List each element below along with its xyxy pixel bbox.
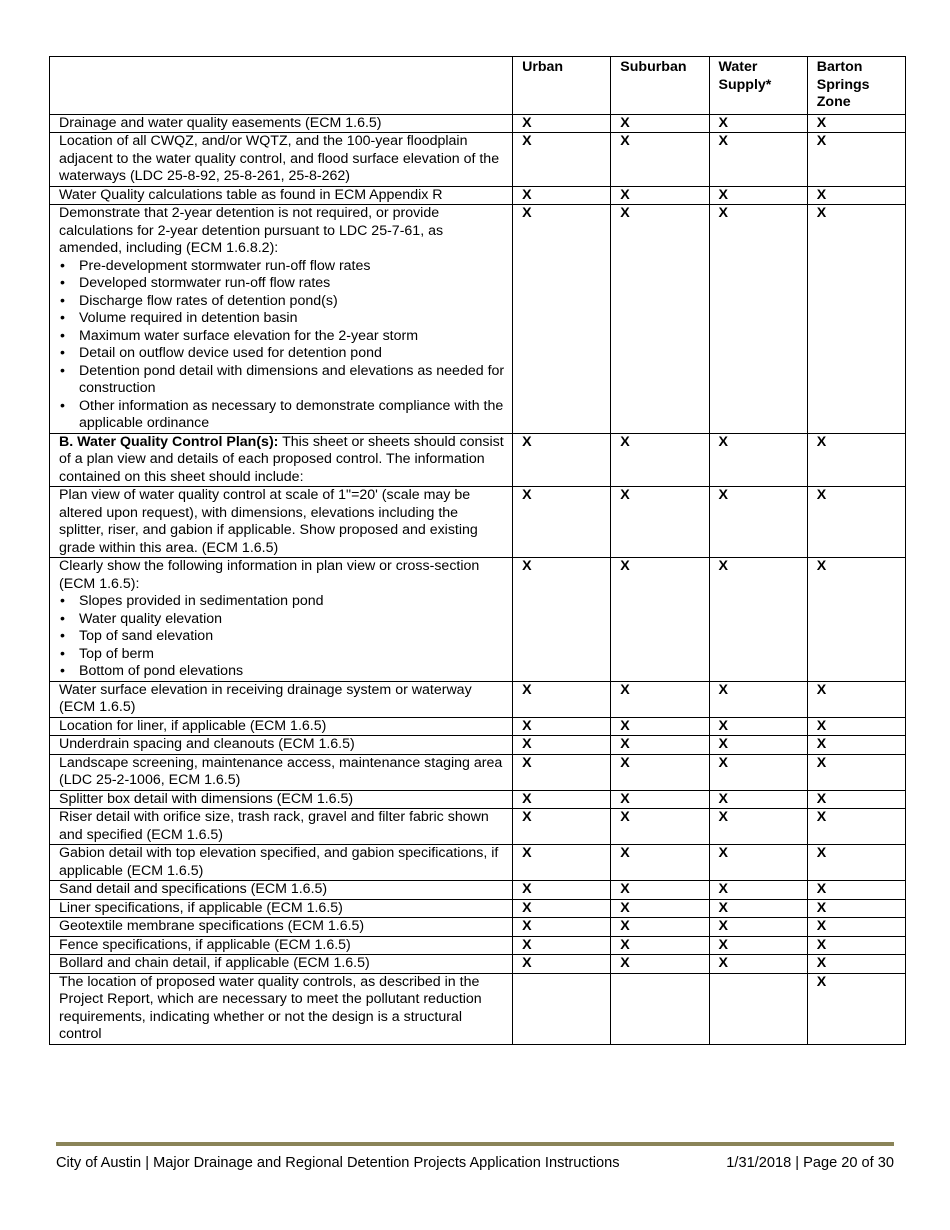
table-header	[50, 57, 906, 115]
table-row	[50, 973, 906, 1044]
mark-suburban: X	[611, 809, 709, 845]
table-row	[50, 754, 906, 790]
mark-barton-springs-zone: X	[807, 881, 905, 900]
table-row	[50, 881, 906, 900]
mark-barton-springs-zone: X	[807, 754, 905, 790]
bullet-text: Maximum water surface elevation for the 2-year storm	[79, 327, 419, 344]
bullet-item	[60, 362, 506, 398]
row-description	[50, 790, 513, 809]
bullet-icon: •	[60, 327, 65, 344]
mark-water-supply	[709, 973, 807, 1044]
mark-water-supply: X	[709, 433, 807, 487]
bullet-text: Discharge flow rates of detention pond(s)	[79, 292, 338, 309]
row-description	[50, 133, 513, 187]
row-text: Water Quality calculations table as found in ECM Appendix R	[59, 186, 443, 203]
row-text: Liner specifications, if applicable (ECM 1.6.5)	[59, 899, 343, 916]
bullet-icon: •	[60, 397, 65, 414]
requirements-table	[49, 56, 906, 1045]
bullet-icon: •	[60, 257, 65, 274]
bullet-text: Detention pond detail with dimensions and elevations as needed for construction	[79, 362, 505, 396]
row-text: Drainage and water quality easements (ECM 1.6.5)	[59, 114, 382, 131]
mark-suburban: X	[611, 133, 709, 187]
row-description	[50, 809, 513, 845]
row-description	[50, 754, 513, 790]
mark-suburban: X	[611, 754, 709, 790]
bullet-text: Developed stormwater run-off flow rates	[79, 275, 331, 291]
mark-barton-springs-zone: X	[807, 736, 905, 755]
bullet-icon: •	[60, 345, 65, 361]
bullet-item	[60, 310, 506, 328]
mark-suburban: X	[611, 936, 709, 955]
mark-urban: X	[513, 955, 611, 974]
bullet-icon: •	[60, 292, 65, 309]
mark-water-supply: X	[709, 754, 807, 790]
table-body	[50, 114, 906, 1044]
row-text: The location of proposed water quality controls, as described in the Project Report, which are necessary to meet the pollutant reduction requirements, indicating whether or not the design is a structural control	[59, 973, 482, 1042]
row-description	[50, 845, 513, 881]
table-row	[50, 790, 906, 809]
page-footer	[56, 1155, 894, 1171]
header-description	[50, 57, 513, 115]
bullet-list	[59, 258, 506, 433]
row-description	[50, 973, 513, 1044]
table-row	[50, 133, 906, 187]
bullet-icon: •	[60, 645, 65, 662]
row-description	[50, 186, 513, 205]
row-description	[50, 955, 513, 974]
row-text: This sheet or sheets should consist of a plan view and details of each proposed control. The information contained on this sheet should include:	[59, 433, 504, 485]
bullet-text: Detail on outflow device used for detention pond	[79, 345, 382, 361]
table-row	[50, 717, 906, 736]
section-heading: B. Water Quality Control Plan(s):	[59, 433, 279, 450]
mark-urban: X	[513, 681, 611, 717]
bullet-icon: •	[60, 275, 65, 291]
table-row	[50, 918, 906, 937]
mark-suburban: X	[611, 736, 709, 755]
mark-suburban: X	[611, 205, 709, 434]
mark-barton-springs-zone: X	[807, 186, 905, 205]
mark-suburban: X	[611, 899, 709, 918]
bullet-item	[60, 345, 506, 363]
bullet-item	[60, 275, 506, 293]
bullet-icon: •	[60, 610, 65, 627]
mark-suburban: X	[611, 790, 709, 809]
mark-barton-springs-zone: X	[807, 809, 905, 845]
mark-water-supply: X	[709, 487, 807, 558]
bullet-icon: •	[60, 628, 65, 644]
mark-suburban: X	[611, 114, 709, 133]
mark-water-supply: X	[709, 955, 807, 974]
mark-barton-springs-zone: X	[807, 717, 905, 736]
mark-suburban: X	[611, 717, 709, 736]
mark-urban: X	[513, 558, 611, 682]
mark-suburban: X	[611, 433, 709, 487]
mark-barton-springs-zone: X	[807, 205, 905, 434]
bullet-icon: •	[60, 663, 65, 679]
mark-barton-springs-zone: X	[807, 558, 905, 682]
row-description	[50, 936, 513, 955]
bullet-text: Other information as necessary to demonstrate compliance with the applicable ordinance	[79, 397, 504, 431]
header-water-supply: Water Supply*	[709, 57, 807, 115]
table-row	[50, 487, 906, 558]
mark-urban: X	[513, 133, 611, 187]
bullet-list	[59, 593, 506, 681]
mark-urban: X	[513, 186, 611, 205]
table-row	[50, 186, 906, 205]
table-row	[50, 955, 906, 974]
table-row	[50, 736, 906, 755]
mark-water-supply: X	[709, 899, 807, 918]
row-text: Underdrain spacing and cleanouts (ECM 1.6.5)	[59, 736, 355, 752]
mark-urban: X	[513, 881, 611, 900]
row-text: Splitter box detail with dimensions (ECM 1.6.5)	[59, 790, 354, 807]
mark-urban: X	[513, 918, 611, 937]
bullet-text: Top of berm	[79, 645, 154, 662]
row-description	[50, 205, 513, 434]
table-row	[50, 845, 906, 881]
mark-water-supply: X	[709, 918, 807, 937]
mark-water-supply: X	[709, 186, 807, 205]
mark-water-supply: X	[709, 558, 807, 682]
row-text: Geotextile membrane specifications (ECM 1.6.5)	[59, 918, 365, 934]
mark-urban: X	[513, 790, 611, 809]
row-description	[50, 681, 513, 717]
mark-suburban: X	[611, 881, 709, 900]
mark-water-supply: X	[709, 681, 807, 717]
bullet-item	[60, 628, 506, 646]
row-description	[50, 487, 513, 558]
mark-barton-springs-zone: X	[807, 899, 905, 918]
bullet-icon: •	[60, 593, 65, 609]
bullet-item	[60, 327, 506, 346]
mark-barton-springs-zone: X	[807, 681, 905, 717]
mark-suburban: X	[611, 558, 709, 682]
mark-urban	[513, 973, 611, 1044]
row-text: Water surface elevation in receiving drainage system or waterway (ECM 1.6.5)	[59, 681, 472, 715]
row-text: Fence specifications, if applicable (ECM 1.6.5)	[59, 936, 351, 953]
bullet-icon: •	[60, 362, 65, 379]
mark-suburban: X	[611, 681, 709, 717]
footer-date-page: 1/31/2018 | Page 20 of 30	[726, 1155, 894, 1171]
bullet-item	[60, 292, 506, 311]
row-description	[50, 899, 513, 918]
mark-suburban: X	[611, 918, 709, 937]
table-row	[50, 809, 906, 845]
mark-suburban: X	[611, 955, 709, 974]
table-row	[50, 681, 906, 717]
mark-barton-springs-zone: X	[807, 133, 905, 187]
row-text: Riser detail with orifice size, trash rack, gravel and filter fabric shown and specified (ECM 1.6.5)	[59, 809, 489, 843]
row-description	[50, 558, 513, 682]
table-row	[50, 936, 906, 955]
row-text: Landscape screening, maintenance access, maintenance staging area (LDC 25-2-1006, ECM 1.6.5)	[59, 754, 503, 788]
mark-urban: X	[513, 717, 611, 736]
bullet-text: Water quality elevation	[79, 610, 222, 627]
bullet-text: Volume required in detention basin	[79, 310, 298, 326]
mark-suburban: X	[611, 845, 709, 881]
header-suburban: Suburban	[611, 57, 709, 115]
bullet-text: Slopes provided in sedimentation pond	[79, 593, 324, 609]
row-text: Sand detail and specifications (ECM 1.6.5)	[59, 881, 328, 897]
row-text: Demonstrate that 2-year detention is not required, or provide calculations for 2-year detention pursuant to LDC 25-7-61, as amended, including (ECM 1.6.8.2):	[59, 205, 444, 256]
row-text: Gabion detail with top elevation specified, and gabion specifications, if applicable (ECM 1.6.5)	[59, 845, 499, 879]
table-row	[50, 899, 906, 918]
bullet-item	[60, 610, 506, 629]
footer-rule	[56, 1142, 894, 1146]
mark-water-supply: X	[709, 845, 807, 881]
mark-urban: X	[513, 845, 611, 881]
header-urban: Urban	[513, 57, 611, 115]
bullet-icon: •	[60, 310, 65, 326]
row-description	[50, 881, 513, 900]
mark-suburban: X	[611, 487, 709, 558]
mark-urban: X	[513, 736, 611, 755]
bullet-item	[60, 593, 506, 611]
row-description	[50, 717, 513, 736]
mark-urban: X	[513, 754, 611, 790]
row-description	[50, 918, 513, 937]
bullet-item	[60, 257, 506, 276]
row-text: Location for liner, if applicable (ECM 1.6.5)	[59, 717, 327, 734]
mark-urban: X	[513, 114, 611, 133]
mark-urban: X	[513, 809, 611, 845]
mark-water-supply: X	[709, 936, 807, 955]
mark-urban: X	[513, 899, 611, 918]
table-row	[50, 205, 906, 434]
row-description	[50, 114, 513, 133]
mark-water-supply: X	[709, 133, 807, 187]
footer-document-title: City of Austin | Major Drainage and Regional Detention Projects Application Instructions	[56, 1155, 620, 1171]
row-text: Bollard and chain detail, if applicable (ECM 1.6.5)	[59, 955, 370, 971]
bullet-text: Bottom of pond elevations	[79, 663, 244, 679]
mark-water-supply: X	[709, 809, 807, 845]
header-row	[50, 57, 906, 115]
mark-barton-springs-zone: X	[807, 487, 905, 558]
mark-urban: X	[513, 487, 611, 558]
mark-urban: X	[513, 936, 611, 955]
mark-suburban	[611, 973, 709, 1044]
mark-urban: X	[513, 433, 611, 487]
mark-water-supply: X	[709, 114, 807, 133]
bullet-item	[60, 663, 506, 681]
mark-barton-springs-zone: X	[807, 973, 905, 1044]
mark-barton-springs-zone: X	[807, 114, 905, 133]
mark-water-supply: X	[709, 790, 807, 809]
table-row	[50, 433, 906, 487]
row-text: Clearly show the following information in plan view or cross-section (ECM 1.6.5):	[59, 558, 480, 592]
row-text: Plan view of water quality control at scale of 1"=20' (scale may be altered upon request), with dimensions, elevations including the splitter, riser, and gabion if applicable. Show proposed and existing grade within this area. (ECM 1.6.5)	[59, 487, 478, 556]
table-row	[50, 558, 906, 682]
mark-barton-springs-zone: X	[807, 845, 905, 881]
bullet-text: Pre-development stormwater run-off flow rates	[79, 257, 371, 274]
mark-barton-springs-zone: X	[807, 790, 905, 809]
bullet-text: Top of sand elevation	[79, 628, 214, 644]
mark-water-supply: X	[709, 717, 807, 736]
mark-barton-springs-zone: X	[807, 433, 905, 487]
bullet-item	[60, 397, 506, 433]
mark-water-supply: X	[709, 736, 807, 755]
mark-barton-springs-zone: X	[807, 918, 905, 937]
table-row	[50, 114, 906, 133]
header-barton-springs-zone: Barton Springs Zone	[807, 57, 905, 115]
mark-urban: X	[513, 205, 611, 434]
mark-barton-springs-zone: X	[807, 936, 905, 955]
mark-suburban: X	[611, 186, 709, 205]
row-text: Location of all CWQZ, and/or WQTZ, and the 100-year floodplain adjacent to the water quality control, and flood surface elevation of the waterways (LDC 25-8-92, 25-8-261, 25-8-262)	[59, 133, 500, 184]
row-description	[50, 433, 513, 487]
bullet-item	[60, 645, 506, 664]
mark-water-supply: X	[709, 205, 807, 434]
mark-water-supply: X	[709, 881, 807, 900]
row-description	[50, 736, 513, 755]
mark-barton-springs-zone: X	[807, 955, 905, 974]
